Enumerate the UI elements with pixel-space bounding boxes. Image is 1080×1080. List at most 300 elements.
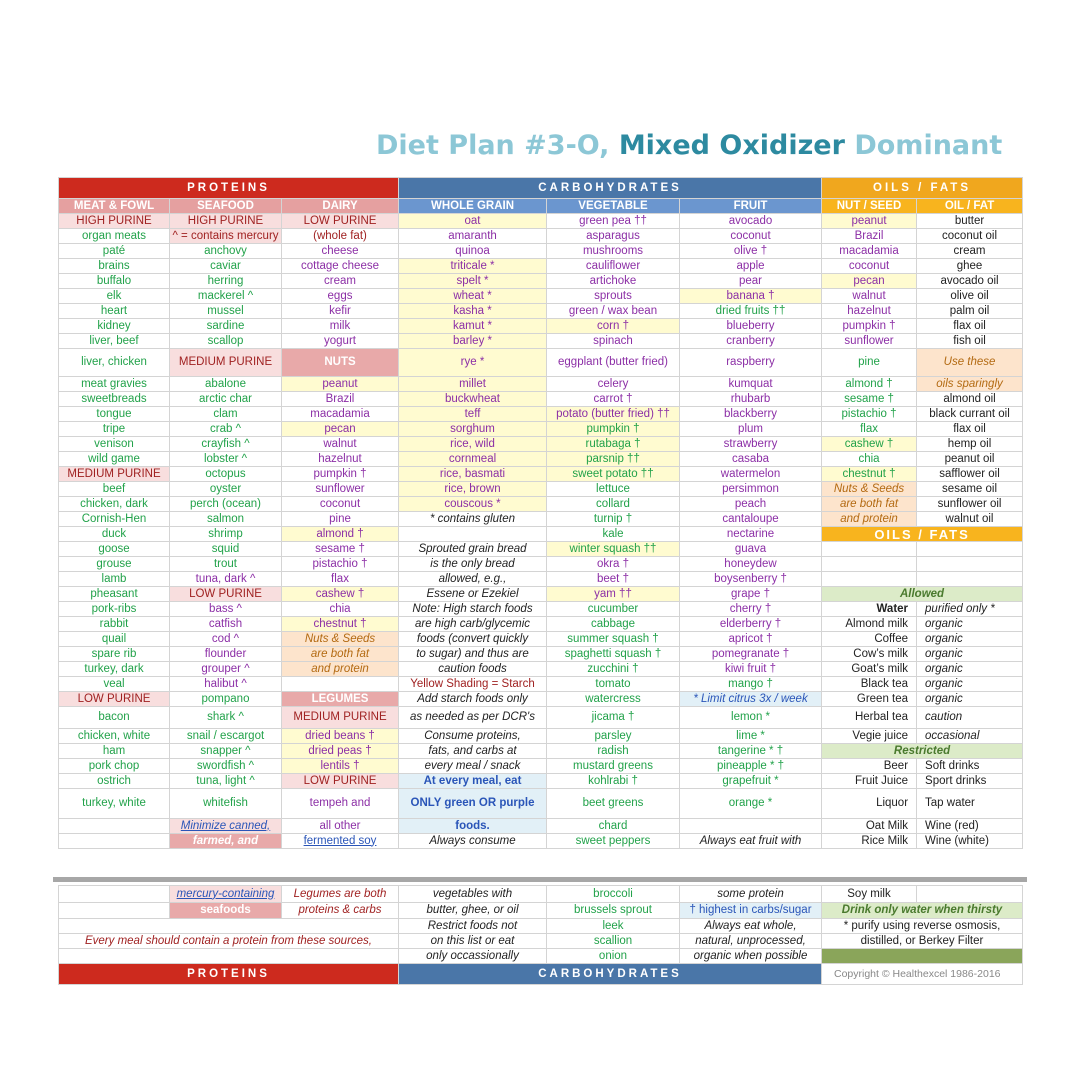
footer-note: proteins & carbs	[282, 903, 399, 919]
food-row	[59, 632, 1023, 647]
food-cell: collard	[547, 497, 680, 512]
food-row	[59, 349, 1023, 377]
food-cell: Cornish-Hen	[59, 512, 170, 527]
food-cell: triticale *	[399, 259, 547, 274]
food-cell: lobster ^	[170, 452, 282, 467]
footer-note: Legumes are both	[282, 886, 399, 903]
food-cell: lentils †	[282, 759, 399, 774]
food-cell: strawberry	[680, 437, 822, 452]
food-cell: grape †	[680, 587, 822, 602]
food-row	[59, 289, 1023, 304]
food-cell: cantaloupe	[680, 512, 822, 527]
food-cell: chestnut †	[822, 467, 917, 482]
food-cell: guava	[680, 542, 822, 557]
food-cell: Water	[822, 602, 917, 617]
food-cell: walnut	[822, 289, 917, 304]
food-cell: are both fat	[282, 647, 399, 662]
food-cell: tomato	[547, 677, 680, 692]
food-cell	[59, 819, 170, 834]
food-cell: sprouts	[547, 289, 680, 304]
food-cell: liver, chicken	[59, 349, 170, 377]
footer-note: distilled, or Berkey Filter	[822, 934, 1023, 949]
food-cell: beet †	[547, 572, 680, 587]
food-cell: sesame †	[822, 392, 917, 407]
footer-table	[58, 885, 1023, 985]
food-cell: Essene or Ezekiel	[399, 587, 547, 602]
food-cell: kidney	[59, 319, 170, 334]
food-cell: tempeh and	[282, 789, 399, 819]
food-cell: LOW PURINE	[59, 692, 170, 707]
food-cell: flax	[282, 572, 399, 587]
food-cell: mango †	[680, 677, 822, 692]
food-cell: coconut oil	[917, 229, 1023, 244]
food-cell: lime *	[680, 729, 822, 744]
food-cell: Nuts & Seeds	[282, 632, 399, 647]
food-cell: peanut	[282, 377, 399, 392]
footer-note: on this list or eat	[399, 934, 547, 949]
food-cell: veal	[59, 677, 170, 692]
food-cell: cabbage	[547, 617, 680, 632]
food-cell: mackerel ^	[170, 289, 282, 304]
food-row	[59, 602, 1023, 617]
food-cell: kale	[547, 527, 680, 542]
food-cell: ghee	[917, 259, 1023, 274]
food-cell: Rice Milk	[822, 834, 917, 849]
food-cell: pistachio †	[822, 407, 917, 422]
food-row	[59, 319, 1023, 334]
footer-item: broccoli	[547, 886, 680, 903]
food-row	[59, 422, 1023, 437]
food-cell: * contains gluten	[399, 512, 547, 527]
food-cell: dried fruits ††	[680, 304, 822, 319]
food-cell: potato (butter fried) ††	[547, 407, 680, 422]
food-row	[59, 334, 1023, 349]
food-cell: spelt *	[399, 274, 547, 289]
food-cell: parsley	[547, 729, 680, 744]
food-row	[59, 617, 1023, 632]
food-cell: olive †	[680, 244, 822, 259]
food-cell	[680, 819, 822, 834]
food-cell: asparagus	[547, 229, 680, 244]
food-cell: purified only *	[917, 602, 1023, 617]
food-row	[59, 744, 1023, 759]
food-cell: kasha *	[399, 304, 547, 319]
food-cell: scallop	[170, 334, 282, 349]
footer-note: seafoods	[170, 903, 282, 919]
food-cell: foods.	[399, 819, 547, 834]
food-cell: organic	[917, 617, 1023, 632]
food-row	[59, 274, 1023, 289]
food-cell: spinach	[547, 334, 680, 349]
food-cell: oyster	[170, 482, 282, 497]
food-cell: crayfish ^	[170, 437, 282, 452]
footer-note: Always eat whole,	[680, 919, 822, 934]
food-row	[59, 819, 1023, 834]
food-cell: teff	[399, 407, 547, 422]
food-cell: pecan	[822, 274, 917, 289]
food-cell: abalone	[170, 377, 282, 392]
food-cell: venison	[59, 437, 170, 452]
food-row	[59, 572, 1023, 587]
food-cell: tangerine * †	[680, 744, 822, 759]
meat-fowl-header: MEAT & FOWL	[59, 199, 170, 214]
food-cell: sweet peppers	[547, 834, 680, 849]
food-cell: almond †	[822, 377, 917, 392]
food-cell: MEDIUM PURINE	[170, 349, 282, 377]
food-cell: organic	[917, 647, 1023, 662]
food-cell: Sport drinks	[917, 774, 1023, 789]
footer-note: some protein	[680, 886, 822, 903]
food-cell: macadamia	[282, 407, 399, 422]
food-cell: caviar	[170, 259, 282, 274]
food-cell: Restricted	[822, 744, 1023, 759]
food-cell: trout	[170, 557, 282, 572]
food-cell: caution	[917, 707, 1023, 729]
food-cell: flax	[822, 422, 917, 437]
food-cell: elderberry †	[680, 617, 822, 632]
food-cell: rabbit	[59, 617, 170, 632]
food-cell: artichoke	[547, 274, 680, 289]
food-row	[59, 214, 1023, 229]
food-row	[59, 452, 1023, 467]
food-row	[59, 377, 1023, 392]
food-cell: perch (ocean)	[170, 497, 282, 512]
food-cell: cranberry	[680, 334, 822, 349]
food-cell: meat gravies	[59, 377, 170, 392]
food-cell: organic	[917, 692, 1023, 707]
food-cell: pompano	[170, 692, 282, 707]
food-cell: nectarine	[680, 527, 822, 542]
oils-fats-header: OILS / FATS	[822, 178, 1023, 199]
food-cell: celery	[547, 377, 680, 392]
food-cell: Sprouted grain bread	[399, 542, 547, 557]
food-cell: Almond milk	[822, 617, 917, 632]
food-cell: sweetbreads	[59, 392, 170, 407]
food-cell: spaghetti squash †	[547, 647, 680, 662]
food-cell: cod ^	[170, 632, 282, 647]
food-cell: NUTS	[282, 349, 399, 377]
food-cell: Always eat fruit with	[680, 834, 822, 849]
food-cell	[282, 677, 399, 692]
food-cell: grouse	[59, 557, 170, 572]
food-cell: kefir	[282, 304, 399, 319]
food-cell: millet	[399, 377, 547, 392]
food-cell: paté	[59, 244, 170, 259]
food-cell: turkey, dark	[59, 662, 170, 677]
food-cell: LEGUMES	[282, 692, 399, 707]
food-cell: mustard greens	[547, 759, 680, 774]
food-cell: avocado	[680, 214, 822, 229]
food-cell: cucumber	[547, 602, 680, 617]
food-cell: tuna, dark ^	[170, 572, 282, 587]
footer-item: Soy milk	[822, 886, 917, 903]
food-cell: radish	[547, 744, 680, 759]
food-cell: catfish	[170, 617, 282, 632]
food-cell: amaranth	[399, 229, 547, 244]
food-row	[59, 437, 1023, 452]
food-cell: (whole fat)	[282, 229, 399, 244]
proteins-footer: PROTEINS	[59, 964, 399, 985]
food-cell: pear	[680, 274, 822, 289]
food-cell: butter	[917, 214, 1023, 229]
proteins-header: PROTEINS	[59, 178, 399, 199]
food-cell: wild game	[59, 452, 170, 467]
food-cell: buckwheat	[399, 392, 547, 407]
food-cell: LOW PURINE	[282, 214, 399, 229]
food-cell	[59, 834, 170, 849]
food-cell: almond †	[282, 527, 399, 542]
food-cell: plum	[680, 422, 822, 437]
food-cell: flounder	[170, 647, 282, 662]
food-cell: pine	[822, 349, 917, 377]
food-cell: MEDIUM PURINE	[59, 467, 170, 482]
footer-cell	[59, 886, 170, 903]
food-cell: are high carb/glycemic	[399, 617, 547, 632]
food-cell: octopus	[170, 467, 282, 482]
food-cell: walnut oil	[917, 512, 1023, 527]
food-cell: sunflower oil	[917, 497, 1023, 512]
food-cell: LOW PURINE	[170, 587, 282, 602]
food-cell: watercress	[547, 692, 680, 707]
food-cell: banana †	[680, 289, 822, 304]
food-cell: green / wax bean	[547, 304, 680, 319]
food-cell: pork-ribs	[59, 602, 170, 617]
food-cell: ONLY green OR purple	[399, 789, 547, 819]
food-cell: chicken, white	[59, 729, 170, 744]
section-divider	[53, 877, 1027, 882]
food-cell: halibut ^	[170, 677, 282, 692]
food-cell: shark ^	[170, 707, 282, 729]
food-cell: fats, and carbs at	[399, 744, 547, 759]
food-cell: chia	[822, 452, 917, 467]
title-part-3: Dominant	[854, 130, 1003, 161]
food-cell: Note: High starch foods	[399, 602, 547, 617]
food-cell: ^ = contains mercury	[170, 229, 282, 244]
vegetable-header: VEGETABLE	[547, 199, 680, 214]
food-cell: salmon	[170, 512, 282, 527]
food-cell: Wine (red)	[917, 819, 1023, 834]
food-cell	[399, 527, 547, 542]
footer-cell	[59, 949, 399, 964]
food-cell: heart	[59, 304, 170, 319]
food-cell: and protein	[282, 662, 399, 677]
food-cell: pineapple * †	[680, 759, 822, 774]
food-cell: eggs	[282, 289, 399, 304]
food-cell: lettuce	[547, 482, 680, 497]
seafood-header: SEAFOOD	[170, 199, 282, 214]
food-cell: Liquor	[822, 789, 917, 819]
food-cell: sesame oil	[917, 482, 1023, 497]
food-cell: apple	[680, 259, 822, 274]
food-cell: Tap water	[917, 789, 1023, 819]
food-row	[59, 392, 1023, 407]
food-cell: pheasant	[59, 587, 170, 602]
food-cell: ostrich	[59, 774, 170, 789]
food-cell: pine	[282, 512, 399, 527]
food-cell: sunflower	[822, 334, 917, 349]
food-cell: shrimp	[170, 527, 282, 542]
food-row	[59, 512, 1023, 527]
footer-note: natural, unprocessed,	[680, 934, 822, 949]
food-cell: ham	[59, 744, 170, 759]
food-cell: carrot †	[547, 392, 680, 407]
food-cell	[917, 542, 1023, 557]
footer-note: * purify using reverse osmosis,	[822, 919, 1023, 934]
food-cell: fermented soy	[282, 834, 399, 849]
food-cell: foods (convert quickly	[399, 632, 547, 647]
food-cell: oils sparingly	[917, 377, 1023, 392]
footer-cell	[917, 886, 1023, 903]
food-cell: are both fat	[822, 497, 917, 512]
food-cell: summer squash †	[547, 632, 680, 647]
food-cell: kumquat	[680, 377, 822, 392]
food-cell: chia	[282, 602, 399, 617]
food-cell: macadamia	[822, 244, 917, 259]
food-cell: Green tea	[822, 692, 917, 707]
food-cell: honeydew	[680, 557, 822, 572]
food-cell: blueberry	[680, 319, 822, 334]
fruit-header: FRUIT	[680, 199, 822, 214]
food-cell: snail / escargot	[170, 729, 282, 744]
food-cell: turnip †	[547, 512, 680, 527]
food-row	[59, 244, 1023, 259]
food-row	[59, 304, 1023, 319]
food-row	[59, 677, 1023, 692]
food-cell: * Limit citrus 3x / week	[680, 692, 822, 707]
footer-note: † highest in carbs/sugar	[680, 903, 822, 919]
food-cell: kamut *	[399, 319, 547, 334]
food-cell: oat	[399, 214, 547, 229]
food-cell: pork chop	[59, 759, 170, 774]
food-cell: palm oil	[917, 304, 1023, 319]
title-part-1: Diet Plan #3-O,	[376, 130, 610, 161]
food-cell: peach	[680, 497, 822, 512]
food-cell: olive oil	[917, 289, 1023, 304]
food-cell: pumpkin †	[822, 319, 917, 334]
title-part-2: Mixed Oxidizer	[618, 130, 845, 161]
food-cell: cottage cheese	[282, 259, 399, 274]
food-cell: orange *	[680, 789, 822, 819]
food-cell: hemp oil	[917, 437, 1023, 452]
food-cell: green pea ††	[547, 214, 680, 229]
food-cell: almond oil	[917, 392, 1023, 407]
food-cell: crab ^	[170, 422, 282, 437]
food-cell: cheese	[282, 244, 399, 259]
copyright: Copyright © Healthexcel 1986-2016	[822, 964, 1023, 985]
food-cell: HIGH PURINE	[170, 214, 282, 229]
food-cell: dried beans †	[282, 729, 399, 744]
food-cell: Yellow Shading = Starch	[399, 677, 547, 692]
oil-fat-header: OIL / FAT	[917, 199, 1023, 214]
food-cell: organic	[917, 632, 1023, 647]
food-row	[59, 542, 1023, 557]
food-cell: sesame †	[282, 542, 399, 557]
food-cell: and protein	[822, 512, 917, 527]
food-cell: okra †	[547, 557, 680, 572]
food-cell: cream	[282, 274, 399, 289]
food-cell: rice, basmati	[399, 467, 547, 482]
food-row	[59, 834, 1023, 849]
food-row	[59, 229, 1023, 244]
food-cell: grapefruit *	[680, 774, 822, 789]
food-cell: arctic char	[170, 392, 282, 407]
food-cell: peanut oil	[917, 452, 1023, 467]
food-cell	[822, 572, 917, 587]
food-cell: peanut	[822, 214, 917, 229]
page-title	[376, 130, 1002, 161]
food-cell: caution foods	[399, 662, 547, 677]
food-cell: spare rib	[59, 647, 170, 662]
food-cell: coconut	[822, 259, 917, 274]
food-row	[59, 467, 1023, 482]
food-cell: cashew †	[822, 437, 917, 452]
food-cell: cherry †	[680, 602, 822, 617]
food-cell: MEDIUM PURINE	[282, 707, 399, 729]
food-cell: Always consume	[399, 834, 547, 849]
diet-table	[58, 177, 1023, 849]
carbohydrates-footer: CARBOHYDRATES	[399, 964, 822, 985]
food-cell: flax oil	[917, 319, 1023, 334]
food-cell: sorghum	[399, 422, 547, 437]
food-cell: tripe	[59, 422, 170, 437]
food-cell: mushrooms	[547, 244, 680, 259]
food-cell: pomegranate †	[680, 647, 822, 662]
food-cell: sunflower	[282, 482, 399, 497]
food-cell: Herbal tea	[822, 707, 917, 729]
footer-note: Restrict foods not	[399, 919, 547, 934]
food-cell: coconut	[680, 229, 822, 244]
food-cell: bass ^	[170, 602, 282, 617]
food-cell: hazelnut	[822, 304, 917, 319]
food-cell: Black tea	[822, 677, 917, 692]
footer-cell	[59, 903, 170, 919]
food-cell: Goat’s milk	[822, 662, 917, 677]
food-row	[59, 527, 1023, 542]
food-row	[59, 407, 1023, 422]
food-cell: farmed, and	[170, 834, 282, 849]
footer-note: vegetables with	[399, 886, 547, 903]
food-cell: Add starch foods only	[399, 692, 547, 707]
food-cell: Vegie juice	[822, 729, 917, 744]
food-cell: rhubarb	[680, 392, 822, 407]
food-row	[59, 497, 1023, 512]
food-cell: cashew †	[282, 587, 399, 602]
carbohydrates-header: CARBOHYDRATES	[399, 178, 822, 199]
food-cell: milk	[282, 319, 399, 334]
food-cell: occasional	[917, 729, 1023, 744]
food-cell: Consume proteins,	[399, 729, 547, 744]
food-cell: At every meal, eat	[399, 774, 547, 789]
food-cell: Beer	[822, 759, 917, 774]
food-cell: sweet potato ††	[547, 467, 680, 482]
food-cell: walnut	[282, 437, 399, 452]
food-cell: couscous *	[399, 497, 547, 512]
food-cell: safflower oil	[917, 467, 1023, 482]
food-cell: as needed as per DCR's	[399, 707, 547, 729]
food-cell: black currant oil	[917, 407, 1023, 422]
food-row	[59, 662, 1023, 677]
food-cell: every meal / snack	[399, 759, 547, 774]
food-cell: duck	[59, 527, 170, 542]
food-cell: grouper ^	[170, 662, 282, 677]
food-cell: eggplant (butter fried)	[547, 349, 680, 377]
food-cell: dried peas †	[282, 744, 399, 759]
food-cell: swordfish ^	[170, 759, 282, 774]
food-row	[59, 692, 1023, 707]
food-cell: beet greens	[547, 789, 680, 819]
food-cell: liver, beef	[59, 334, 170, 349]
food-row	[59, 774, 1023, 789]
